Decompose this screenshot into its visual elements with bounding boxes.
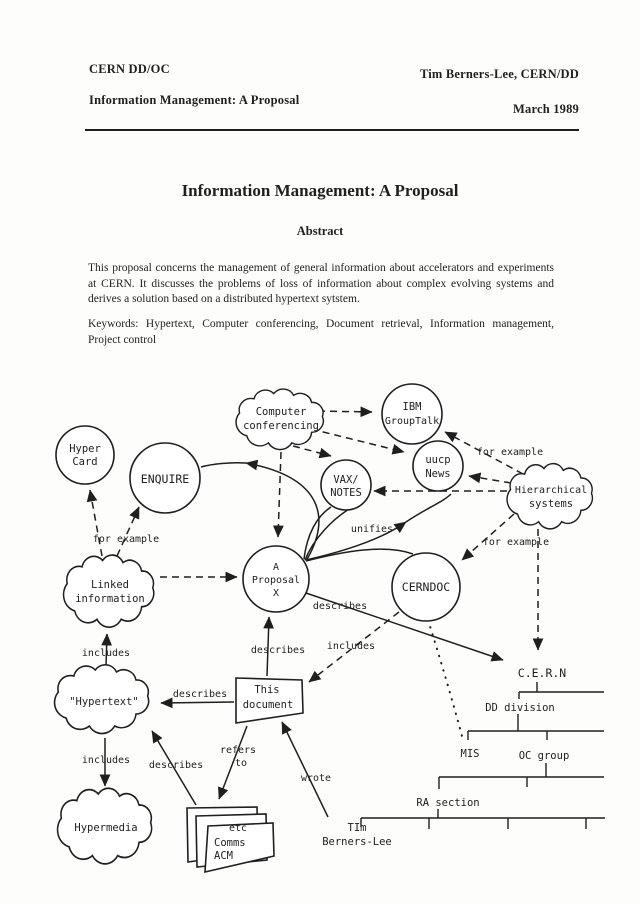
linked-cloud: [64, 555, 154, 627]
includes-cerndoc-doc-label: includes: [326, 641, 376, 652]
unifies-label: unifies: [350, 524, 394, 535]
this-document-label-2: document: [242, 699, 294, 711]
for-example-bottom-right-label: for example: [482, 537, 550, 548]
describes-papers-hypertext-label: describes: [148, 760, 204, 771]
org-line-oc: [439, 763, 604, 789]
hypercard-label-2: Card: [72, 456, 98, 468]
proposal-label-1: A: [272, 562, 280, 573]
for-example-top-right-label: for example: [476, 447, 544, 458]
enquire-label: ENQUIRE: [140, 472, 190, 486]
describes-doc-proposal-label: describes: [250, 645, 306, 656]
header-date: March 1989: [513, 102, 579, 116]
cerndoc-label: CERNDOC: [401, 580, 451, 594]
hypermedia-label: Hypermedia: [74, 822, 138, 834]
org-line-ra: [361, 809, 605, 829]
tim-label-2: Berners-Lee: [322, 836, 392, 848]
org-chart-labels: [322, 666, 569, 848]
edge-proposal-to-uucp-tail: [406, 494, 451, 522]
conferencing-label-1: Computer: [255, 406, 307, 418]
org-line-dd: [468, 714, 604, 740]
grouptalk-circle: [382, 384, 442, 444]
edge-document-to-hypertext: [161, 702, 234, 703]
mis-label: MIS: [460, 748, 480, 760]
edge-tim-to-document: [282, 722, 328, 817]
edge-conferencing-to-proposal: [278, 452, 281, 537]
page-title: Information Management: A Proposal: [181, 181, 459, 200]
uucp-circle: [413, 441, 463, 491]
refers-to-label-2: to: [234, 758, 248, 769]
edge-conferencing-to-grouptalk: [318, 411, 372, 412]
edge-proposal-to-enquire-tail: [201, 463, 246, 467]
papers-comms-label: Comms: [214, 837, 246, 849]
header-doc-title: Information Management: A Proposal: [89, 93, 300, 107]
ra-section-label: RA section: [416, 797, 480, 809]
describes-doc-hypertext-label: describes: [172, 689, 228, 700]
proposal-label-3: X: [272, 588, 280, 599]
hypercard-circle: [56, 426, 114, 484]
includes-hypertext-hypermedia-label: includes: [81, 755, 131, 766]
papers-acm-label: ACM: [214, 850, 233, 862]
hypercard-label-1: Hyper: [69, 443, 101, 455]
hierarchical-label-1: Hierarchical: [514, 485, 588, 496]
wrote-label: wrote: [300, 773, 332, 784]
hierarchical-cloud: [507, 464, 592, 529]
vax-label-1: VAX/: [333, 474, 359, 486]
for-example-left-label: for example: [92, 534, 160, 545]
linked-label-1: Linked: [91, 579, 129, 591]
tim-label-1: TIm: [347, 822, 367, 834]
grouptalk-label-2: GroupTalk: [384, 416, 440, 427]
oc-group-label: OC group: [518, 750, 570, 762]
hierarchical-label-2: systems: [528, 498, 574, 510]
uucp-label-2: News: [425, 468, 451, 480]
header-org: CERN DD/OC: [89, 62, 170, 76]
describes-proposal-cern-label: describes: [312, 601, 368, 612]
abstract-heading: Abstract: [296, 224, 344, 238]
dd-division-label: DD division: [485, 702, 555, 714]
header-author: Tim Berners-Lee, CERN/DD: [419, 67, 579, 81]
uucp-label-1: uucp: [425, 454, 451, 466]
vax-label-2: NOTES: [330, 487, 362, 499]
this-document-label-1: This: [254, 684, 280, 696]
cern-label: C.E.R.N: [517, 666, 567, 680]
conferencing-label-2: conferencing: [243, 420, 319, 432]
proposal-label-2: Proposal: [251, 575, 301, 586]
includes-hypertext-linked-label: includes: [81, 648, 131, 659]
abstract-text: This proposal concerns the management of general information about accelerators and experiments at CERN. It discusses the problems of loss of information about complex evolving systems and derives a solution based on a distributed hypertext sytstem.: [88, 262, 554, 305]
edge-conferencing-to-vax: [293, 446, 331, 456]
edge-linked-to-enquire: [117, 507, 139, 556]
linked-label-2: information: [75, 593, 145, 605]
edge-linked-to-hypercard: [90, 490, 102, 556]
edge-hierarchical-to-uucp: [469, 476, 511, 483]
grouptalk-label-1: IBM: [402, 401, 422, 413]
papers-etc-label: etc: [228, 823, 248, 834]
keywords-text: Keywords: Hypertext, Computer conferencing, Document retrieval, Information management, Project control: [88, 318, 554, 346]
edge-cerndoc-to-mis: [428, 620, 463, 740]
edge-proposal-to-cerndoc: [306, 549, 413, 561]
org-line-cern: [519, 682, 604, 699]
refers-to-label-1: refers: [219, 745, 257, 756]
hypertext-label: "Hypertext": [69, 696, 139, 708]
